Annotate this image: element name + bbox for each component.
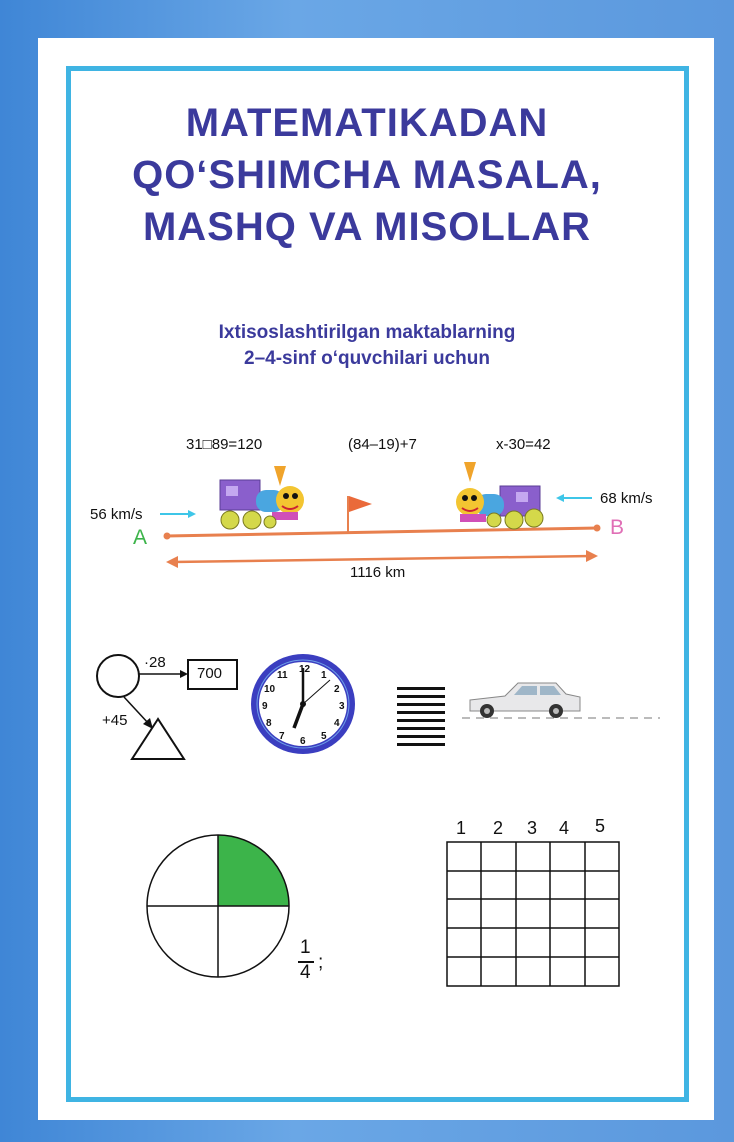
fraction-denominator: 4 bbox=[300, 962, 311, 983]
clock-number-12: 12 bbox=[299, 664, 311, 675]
point-b-label: B bbox=[610, 516, 625, 539]
fraction-suffix: ; bbox=[318, 952, 324, 973]
title-line-2: QO‘SHIMCHA MASALA, bbox=[132, 153, 602, 197]
clock-number-10: 10 bbox=[264, 684, 276, 695]
flow-multiply-label: ·28 bbox=[144, 654, 166, 671]
clock-number-3: 3 bbox=[339, 701, 345, 712]
title-line-3: MASHQ VA MISOLLAR bbox=[142, 205, 592, 249]
clock-number-2: 2 bbox=[334, 684, 340, 695]
grid-column-number: 2 bbox=[493, 818, 504, 838]
distance-label: 1116 km bbox=[350, 564, 406, 581]
clock-number-9: 9 bbox=[262, 701, 268, 712]
clock-number-7: 7 bbox=[279, 731, 285, 742]
clock-number-6: 6 bbox=[300, 736, 306, 747]
speed-left-label: 56 km/s bbox=[90, 506, 143, 523]
subtitle-line-2: 2–4-sinf o‘quvchilari uchun bbox=[244, 348, 490, 369]
clock-number-1: 1 bbox=[321, 670, 327, 681]
clock-number-11: 11 bbox=[277, 670, 288, 681]
subtitle-line-1: Ixtisoslashtirilgan maktablarning bbox=[218, 322, 516, 343]
speed-right-label: 68 km/s bbox=[600, 490, 653, 507]
flow-add-label: +45 bbox=[102, 712, 128, 729]
point-a-label: A bbox=[133, 526, 148, 549]
grid-column-number: 3 bbox=[527, 818, 538, 838]
equation-3: x-30=42 bbox=[496, 436, 551, 453]
fraction-numerator: 1 bbox=[300, 937, 311, 958]
grid-column-number: 4 bbox=[559, 818, 570, 838]
flow-result-value: 700 bbox=[197, 665, 223, 682]
grid-column-number: 1 bbox=[456, 818, 467, 838]
clock-number-4: 4 bbox=[334, 718, 340, 729]
equation-2: (84–19)+7 bbox=[348, 436, 417, 453]
title-line-1: MATEMATIKADAN bbox=[185, 101, 549, 145]
clock-number-8: 8 bbox=[266, 718, 272, 729]
clock-number-5: 5 bbox=[321, 731, 327, 742]
grid-column-number: 5 bbox=[595, 816, 606, 836]
equation-1: 31□89=120 bbox=[186, 436, 263, 453]
